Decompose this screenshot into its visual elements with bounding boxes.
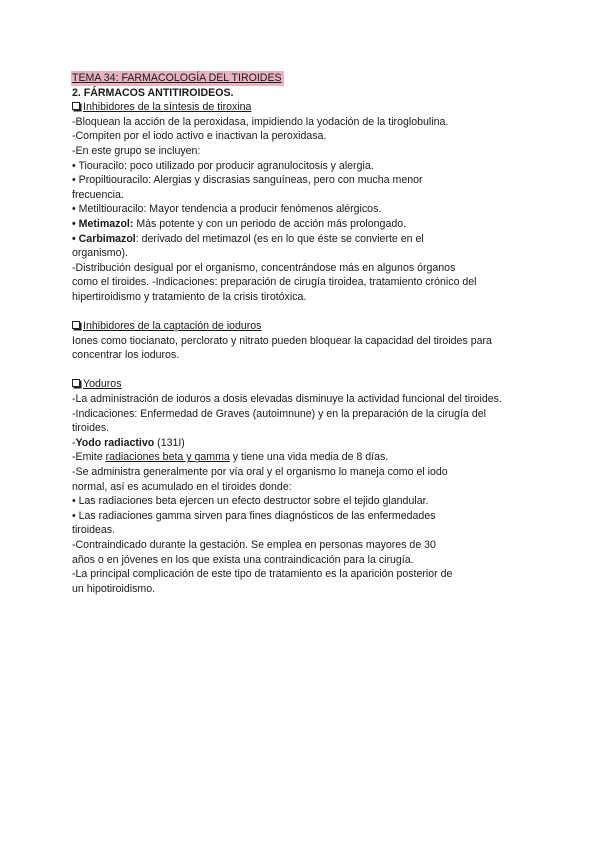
s3-line: -Indicaciones: Enfermedad de Graves (autoimnune) y en la preparación de la cirugía del bbox=[72, 407, 486, 420]
s3-heading-line bbox=[72, 377, 542, 392]
spacer bbox=[72, 363, 542, 378]
checkbox-bullet-icon bbox=[72, 379, 80, 387]
s1-line: • Tiouracilo: poco utilizado por producir agranulocitosis y alergia. bbox=[72, 159, 374, 172]
s1-line: -En este grupo se incluyen: bbox=[72, 144, 201, 157]
s1-line: organismo). bbox=[72, 247, 128, 260]
document-title: TEMA 34: FARMACOLOGÍA DEL TIROIDES bbox=[72, 72, 282, 84]
spacer bbox=[72, 305, 542, 320]
yodo-dash: - bbox=[72, 436, 76, 449]
s3-line: • Las radiaciones beta ejercen un efecto destructor sobre el tejido glandular. bbox=[72, 495, 429, 508]
s1-line: hipertiroidismo y tratamiento de la crisis tirotóxica. bbox=[72, 290, 307, 303]
carbimazol-text: : derivado del metimazol (es en lo que éste se convierte en el bbox=[135, 232, 424, 245]
s1-line: como el tiroides. -Indicaciones: preparación de cirugía tiroidea, tratamiento crónico del bbox=[72, 276, 477, 289]
s3-line: tiroideas. bbox=[72, 524, 115, 537]
s3-line: -La administración de ioduros a dosis elevadas disminuye la actividad funcional del tiroides. bbox=[72, 393, 502, 406]
s1-line: -Bloquean la acción de la peroxidasa, impidiendo la yodación de la tiroglobulina. bbox=[72, 115, 449, 128]
checkbox-bullet-icon bbox=[72, 321, 80, 329]
s1-line: frecuencia. bbox=[72, 188, 124, 201]
carbimazol-label: • Carbimazol bbox=[72, 232, 136, 245]
s1-line: -Distribución desigual por el organismo, concentrándose más en algunos órganos bbox=[72, 261, 456, 274]
title-line bbox=[72, 71, 542, 86]
s3-line: -Contraindicado durante la gestación. Se emplea en personas mayores de 30 bbox=[72, 539, 436, 551]
yodo-radiactivo-text: (131I) bbox=[154, 436, 185, 449]
metimazol-line bbox=[72, 217, 542, 232]
emite-line bbox=[72, 450, 542, 465]
s1-heading: Inhibidores de la síntesis de tiroxina bbox=[83, 101, 252, 114]
yodo-radiactivo-line bbox=[72, 436, 542, 451]
s3-line: tiroides. bbox=[72, 422, 110, 435]
s3-line: • Las radiaciones gamma sirven para fines diagnósticos de las enfermedades bbox=[72, 509, 436, 522]
s2-line: concentrar los ioduros. bbox=[72, 349, 180, 362]
carbimazol-line bbox=[72, 232, 542, 247]
s3-line: -La principal complicación de este tipo de tratamiento es la aparición posterior de bbox=[72, 568, 453, 581]
s1-line: • Metiltiouracilo: Mayor tendencia a producir fenómenos alérgicos. bbox=[72, 203, 382, 216]
s2-heading: Inhibidores de la captación de ioduros bbox=[83, 320, 262, 333]
metimazol-text: Más potente y con un periodo de acción más prolongado. bbox=[133, 217, 407, 230]
s2-line: Iones como tiocianato, perclorato y nitrato pueden bloquear la capacidad del tiroides para bbox=[72, 334, 492, 347]
emite-post: y tiene una vida media de 8 días. bbox=[229, 451, 389, 464]
s2-heading-line bbox=[72, 319, 542, 334]
s1-line: • Propiltiouracilo: Alergias y discrasias sanguíneas, pero con mucha menor bbox=[72, 174, 423, 187]
metimazol-label: • Metimazol: bbox=[72, 217, 134, 230]
document-page bbox=[72, 71, 542, 596]
s3-line: un hipotiroidismo. bbox=[72, 582, 156, 595]
section-heading: 2. FÁRMACOS ANTITIROIDEOS. bbox=[72, 86, 234, 99]
emite-pre: -Emite bbox=[72, 451, 106, 464]
s3-line: años o en jóvenes en los que exista una contraindicación para la cirugía. bbox=[72, 553, 414, 566]
yodo-radiactivo-label: Yodo radiactivo bbox=[75, 436, 155, 449]
s3-heading: Yoduros bbox=[83, 378, 122, 391]
s1-line: -Compiten por el iodo activo e inactivan la peroxidasa. bbox=[72, 130, 327, 143]
checkbox-bullet-icon bbox=[72, 102, 80, 110]
s3-line: normal, así es acumulado en el tiroides donde: bbox=[72, 480, 292, 493]
s1-heading-line bbox=[72, 100, 542, 115]
s3-line: -Se administra generalmente por vía oral y el organismo lo maneja como el iodo bbox=[72, 466, 448, 479]
emite-underlined: radiaciones beta y gamma bbox=[105, 451, 230, 464]
